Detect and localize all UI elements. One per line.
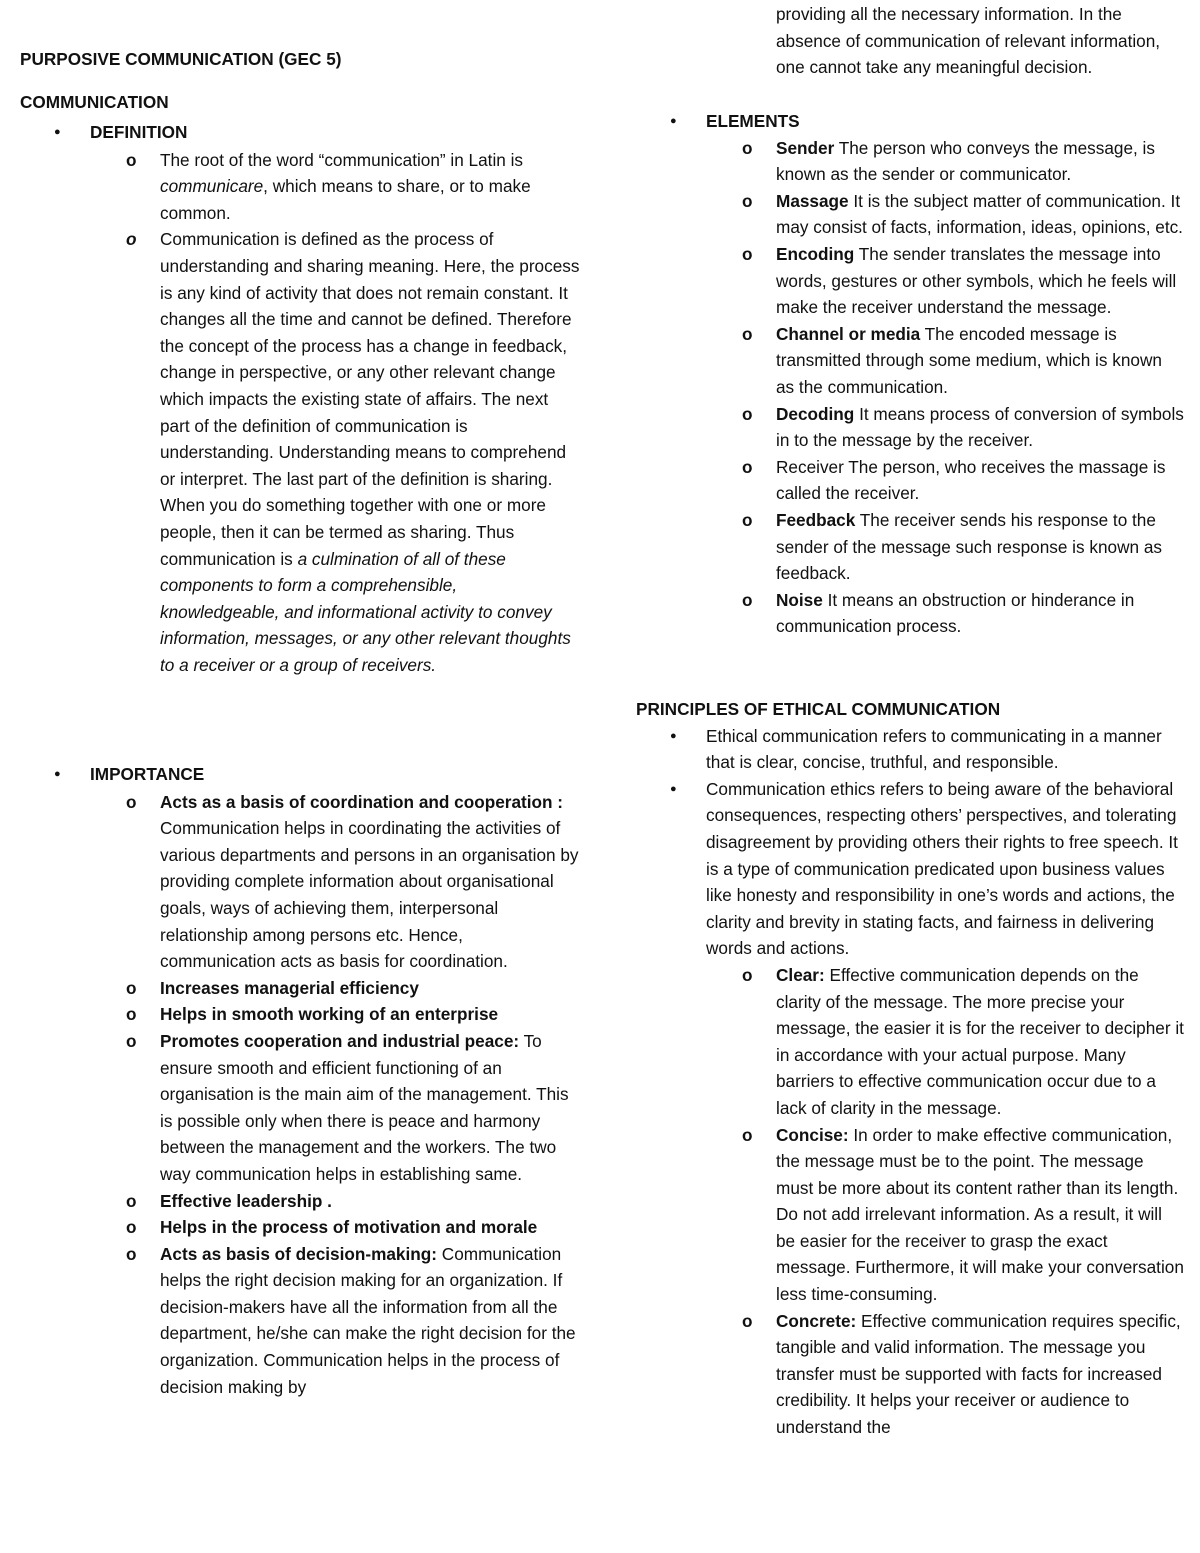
element-decoding-title: Decoding (776, 403, 855, 424)
definition-heading: ● DEFINITION (20, 119, 580, 146)
importance-item-7 (20, 1241, 580, 1401)
importance-item-5 (20, 1188, 580, 1215)
element-encoding-text: The sender translates the message into words, gestures or other symbols, which he feels will make the receiver understand the message. (776, 243, 1177, 318)
importance-item-6 (20, 1214, 580, 1241)
definition-item-1 (20, 147, 580, 227)
element-noise-title: Noise (776, 589, 823, 610)
principle-clear (636, 962, 1184, 1122)
element-receiver-text: Receiver The person, who receives the massage is called the receiver. (776, 456, 1166, 504)
definition-item-1-text-a: The root of the word “communication” in Latin is (160, 149, 524, 170)
element-encoding-title: Encoding (776, 243, 855, 264)
principles-block (636, 696, 1184, 1441)
element-noise (636, 587, 1184, 640)
principle-concise-title: Concise: (776, 1124, 849, 1145)
importance-heading: ● IMPORTANCE (20, 761, 580, 788)
element-sender-text: The person who conveys the message, is known as the sender or communicator. (776, 137, 1155, 185)
importance-item-3 (20, 1001, 580, 1028)
element-channel-text: The encoded message is transmitted through some medium, which is known as the communication. (776, 323, 1162, 397)
definition-item-2-emphasis: a culmination of all of these components to form a comprehensible, knowledgeable, and informational activity to convey information, messages, or any other relevant thoughts to a receiver or a group of receivers. (160, 548, 571, 675)
definition-item-1-latin: communicare (160, 176, 264, 197)
element-channel (636, 321, 1184, 401)
element-noise-text: It means an obstruction or hinderance in communication process. (776, 589, 1135, 637)
importance-item-2 (20, 975, 580, 1002)
section-heading-communication: COMMUNICATION (20, 92, 169, 112)
importance-item-7-text: Communication helps the right decision making for an organization. If decision-makers have all the information from all the department, he/she can make the right decision for the organization. Communication helps in the process of decision making by (160, 1243, 576, 1397)
element-message-title: Massage (776, 190, 849, 211)
elements-block (636, 108, 1184, 640)
element-encoding (636, 241, 1184, 321)
principle-concise (636, 1122, 1184, 1308)
importance-item-4-title: Promotes cooperation and industrial peace: (160, 1030, 520, 1051)
element-message (636, 188, 1184, 241)
importance-item-3-title: Helps in smooth working of an enterprise (160, 1004, 499, 1025)
importance-item-7-title: Acts as basis of decision-making: (160, 1243, 437, 1264)
definition-item-1-text-b: , which means to share, or to make common. (160, 176, 531, 223)
principles-heading: PRINCIPLES OF ETHICAL COMMUNICATION (636, 699, 1001, 719)
importance-item-5-title: Effective leadership . (160, 1190, 332, 1211)
importance-item-1 (20, 789, 580, 975)
element-decoding (636, 401, 1184, 454)
principle-concrete (636, 1308, 1184, 1441)
element-feedback (636, 507, 1184, 587)
element-feedback-title: Feedback (776, 509, 856, 530)
principle-point-2: ● Communication ethics refers to being aware of the behavioral consequences, respecting others’ perspectives, and tolerating disagreement by providing others their rights to free speech. It is a type of communication predicated upon business values like honesty and responsibility in one’s words and actions, the clarity and brevity in stating facts, and fairness in delivering words and actions. (636, 776, 1184, 962)
importance-item-2-title: Increases managerial efficiency (160, 977, 419, 998)
element-message-text: It is the subject matter of communication. It may consist of facts, information, ideas, opinions, etc. (776, 190, 1183, 238)
principle-concrete-text: Effective communication requires specific, tangible and valid information. The message you transfer must be supported with facts for increased credibility. It helps your receiver or audience to understand the (776, 1310, 1181, 1438)
elements-heading: ● ELEMENTS (636, 108, 1184, 135)
definition-block (20, 119, 580, 678)
importance-item-4-text: To ensure smooth and efficient functioning of an organisation is the main aim of the management. This is possible only when there is peace and harmony between the management and the workers. The two way communication helps in establishing same. (160, 1030, 569, 1184)
importance-block (20, 761, 580, 1400)
element-sender (636, 135, 1184, 188)
importance-item-6-title: Helps in the process of motivation and morale (160, 1217, 538, 1238)
importance-item-1-title: Acts as a basis of coordination and cooperation : (160, 791, 564, 812)
element-decoding-text: It means process of conversion of symbols in to the message by the receiver. (776, 403, 1184, 451)
continued-text: providing all the necessary information. In the absence of communication of relevant information, one cannot take any meaningful decision. (776, 4, 1161, 78)
element-receiver (636, 454, 1184, 507)
definition-item-2 (20, 226, 580, 678)
principle-concise-text: In order to make effective communication, the message must be to the point. The message must be more about its content rather than its length. Do not add irrelevant information. As a result, it will be easier for the receiver to grasp the exact message. Furthermore, it will make your conversation less time-consuming. (776, 1124, 1184, 1305)
document-title: PURPOSIVE COMMUNICATION (GEC 5) (20, 49, 342, 69)
element-sender-title: Sender (776, 137, 835, 158)
element-channel-title: Channel or media (776, 323, 921, 344)
principle-clear-text: Effective communication depends on the clarity of the message. The more precise your message, the easier it is for the receiver to decipher it in accordance with your actual purpose. Many barriers to effective communication occur due to a lack of clarity in the message. (776, 964, 1184, 1118)
principle-point-1: ● Ethical communication refers to communicating in a manner that is clear, concise, truthful, and responsible. (636, 723, 1184, 776)
principle-concrete-title: Concrete: (776, 1310, 857, 1331)
element-feedback-text: The receiver sends his response to the sender of the message such response is known as feedback. (776, 509, 1162, 584)
principle-clear-title: Clear: (776, 964, 825, 985)
importance-item-1-text: Communication helps in coordinating the activities of various departments and persons in an organisation by providing complete information about organisational goals, ways of achieving them, interpersonal relationship among persons etc. Hence, communication acts as basis for coordination. (160, 818, 579, 972)
importance-item-4 (20, 1028, 580, 1188)
definition-item-2-text: Communication is defined as the process of understanding and sharing meaning. Here, the process is any kind of activity that does not remain constant. It changes all the time and cannot be defined. Therefore the concept of the process has a change in feedback, change in perspective, or any other relevant change which impacts the existing state of affairs. The next part of the definition of communication is understanding. Understanding means to comprehend or interpret. The last part of the definition is sharing. When you do something together with one or more people, then it can be termed as sharing. Thus communication is (160, 229, 580, 569)
